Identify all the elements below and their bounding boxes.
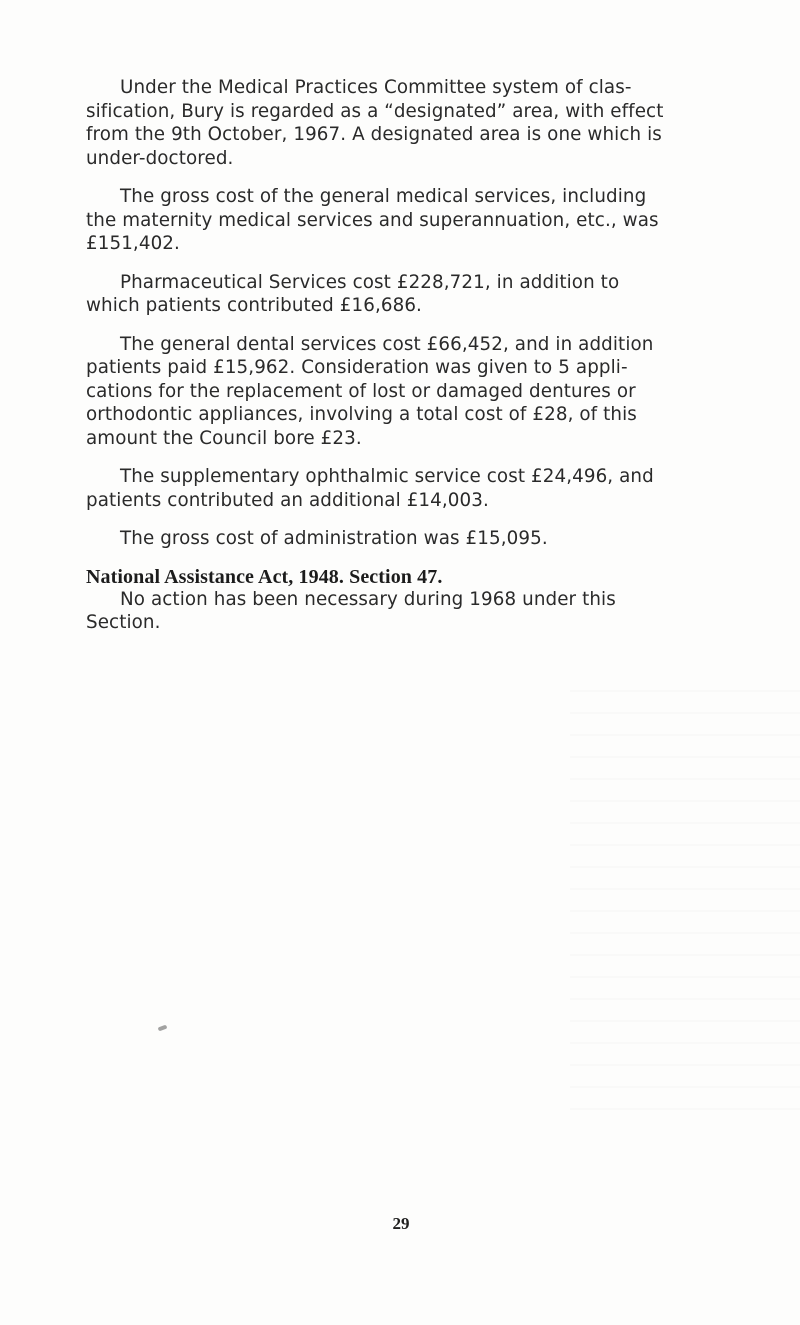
paragraph-designated-area: Under the Medical Practices Committee system of classification, Bury is regarded as a “designated” area, with effect from the 9th October, 1967. A designated area is one which is under-doctored. [86, 77, 664, 169]
paragraph-pharmaceutical-cost: Pharmaceutical Services cost £228,721, in addition to which patients contributed £16,686. [86, 271, 620, 316]
paragraph-section-47: No action has been necessary during 1968 under this Section. [86, 588, 616, 633]
paragraph-general-medical-cost: The gross cost of the general medical services, including the maternity medical services and superannuation, etc., was £151,402. [86, 186, 659, 254]
ink-speck [158, 1025, 168, 1032]
paragraph-dental-cost: The general dental services cost £66,452, and in addition patients paid £15,962. Consideration was given to 5 applications for the replacement of lost or damaged dentures or orthodontic appliances, involving a total cost of £28, of this amount the Council bore £23. [86, 333, 654, 449]
page-number: 29 [392, 1214, 410, 1233]
paragraph-ophthalmic-cost: The supplementary ophthalmic service cost £24,496, and patients contributed an additional £14,003. [86, 466, 654, 511]
section-heading: National Assistance Act, 1948. Section 47. [86, 565, 443, 588]
document-body [86, 76, 676, 635]
paragraph-administration-cost: The gross cost of administration was £15,095. [120, 528, 548, 549]
show-through-texture [570, 690, 800, 1110]
